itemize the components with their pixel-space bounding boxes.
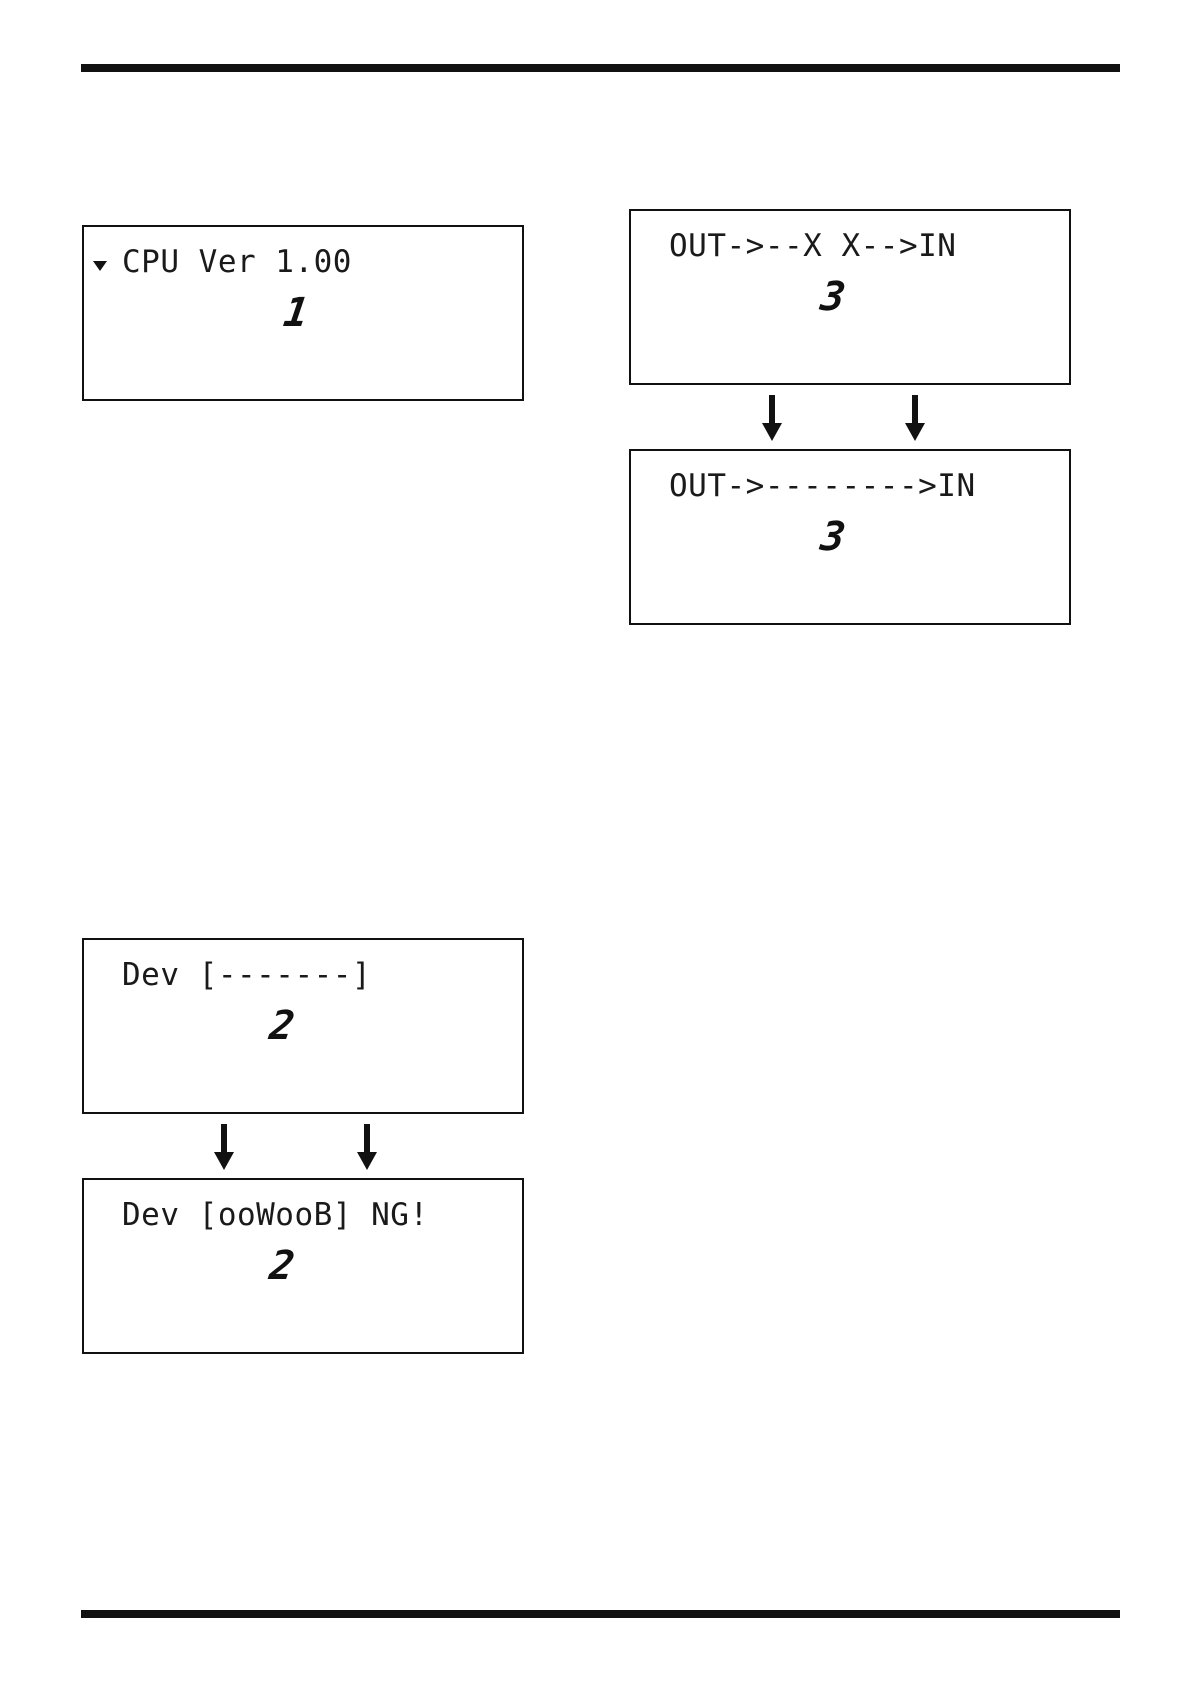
lcd-text-device-check: Dev [-------] (122, 957, 372, 993)
lcd-text-connection-ok: OUT->-------->IN (669, 468, 976, 504)
down-arrow-icon (214, 1124, 234, 1170)
lcd-digit-device-result: 2 (266, 1243, 298, 1289)
lcd-panel-cpu-version (82, 225, 524, 401)
down-arrow-icon (357, 1124, 377, 1170)
lcd-text-device-result: Dev [ooWooB] NG! (122, 1197, 429, 1233)
lcd-digit-cpu-version: 1 (280, 290, 312, 336)
lcd-text-cpu-version: CPU Ver 1.00 (122, 244, 352, 280)
lcd-panel-device-check (82, 938, 524, 1114)
lcd-digit-connection-ok: 3 (817, 514, 849, 560)
down-arrow-icon (762, 395, 782, 441)
bottom-rule (81, 1610, 1120, 1618)
lcd-digit-device-check: 2 (266, 1003, 298, 1049)
down-triangle-icon (93, 261, 107, 271)
down-arrow-icon (905, 395, 925, 441)
lcd-panel-connection-broken (629, 209, 1071, 385)
lcd-text-connection-broken: OUT->--X X-->IN (669, 228, 957, 264)
top-rule (81, 64, 1120, 72)
lcd-panel-device-result (82, 1178, 524, 1354)
lcd-panel-connection-ok (629, 449, 1071, 625)
lcd-digit-connection-broken: 3 (817, 274, 849, 320)
